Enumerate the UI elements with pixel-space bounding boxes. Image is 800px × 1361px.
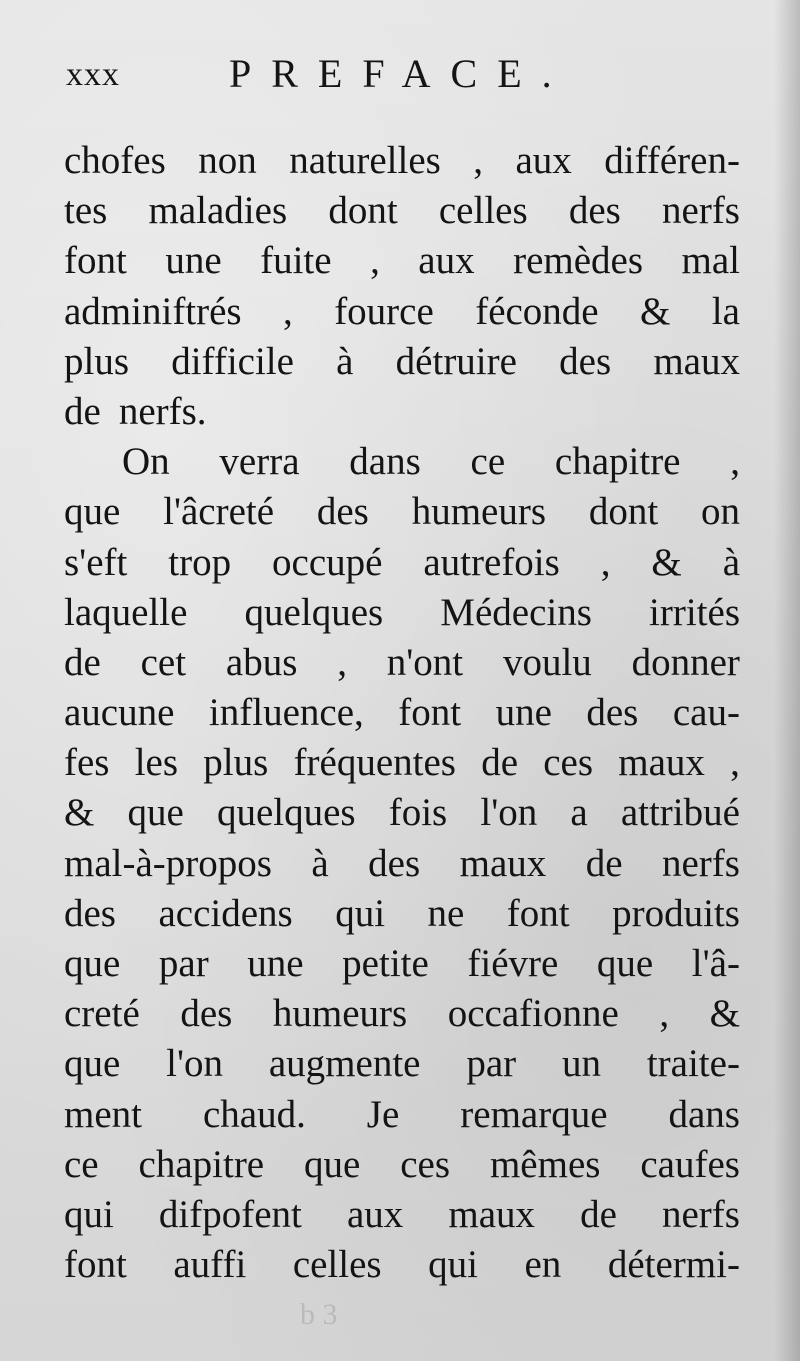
text-line: des accidens qui ne font produits [64,891,740,935]
text-line: font auffi celles qui en détermi- [64,1243,740,1287]
text-line: ment chaud. Je remarque dans [64,1092,740,1136]
page-number: xxx [66,56,120,93]
text-line: aucune influence, font une des cau- [64,691,740,735]
text-line: font une fuite , aux remèdes mal [64,239,740,283]
text-line: plus difficile à détruire des maux [64,339,740,383]
text-line: fes les plus fréquentes de ces maux , [64,741,740,785]
text-line: ce chapitre que ces mêmes caufes [64,1142,740,1186]
text-line: que par une petite fiévre que l'â- [64,942,740,985]
bleed-through-mark: b 3 [300,1298,338,1331]
text-line: s'eft trop occupé autrefois , & à [64,540,740,584]
text-line: On verra dans ce chapitre , [122,440,740,484]
text-line: & que quelques fois l'on a attribué [64,791,740,835]
text-line: tes maladies dont celles des nerfs [64,189,740,233]
text-line: que l'âcreté des humeurs dont on [64,490,740,534]
running-head [66,50,626,100]
running-title: PREFACE. [229,51,572,96]
text-line: qui difpofent aux maux de nerfs [64,1192,740,1236]
text-line: de nerfs. [64,389,207,433]
text-line: chofes non naturelles , aux différen- [64,139,740,182]
text-line: que l'on augmente par un traite- [64,1042,740,1086]
text-line: creté des humeurs occafionne , & [64,992,740,1036]
text-line: adminiftrés , fource féconde & la [64,289,740,333]
text-line: laquelle quelques Médecins irrités [64,590,740,634]
text-line: de cet abus , n'ont voulu donner [64,640,740,684]
body-text [64,136,740,1290]
text-line: mal-à-propos à des maux de nerfs [64,841,740,885]
